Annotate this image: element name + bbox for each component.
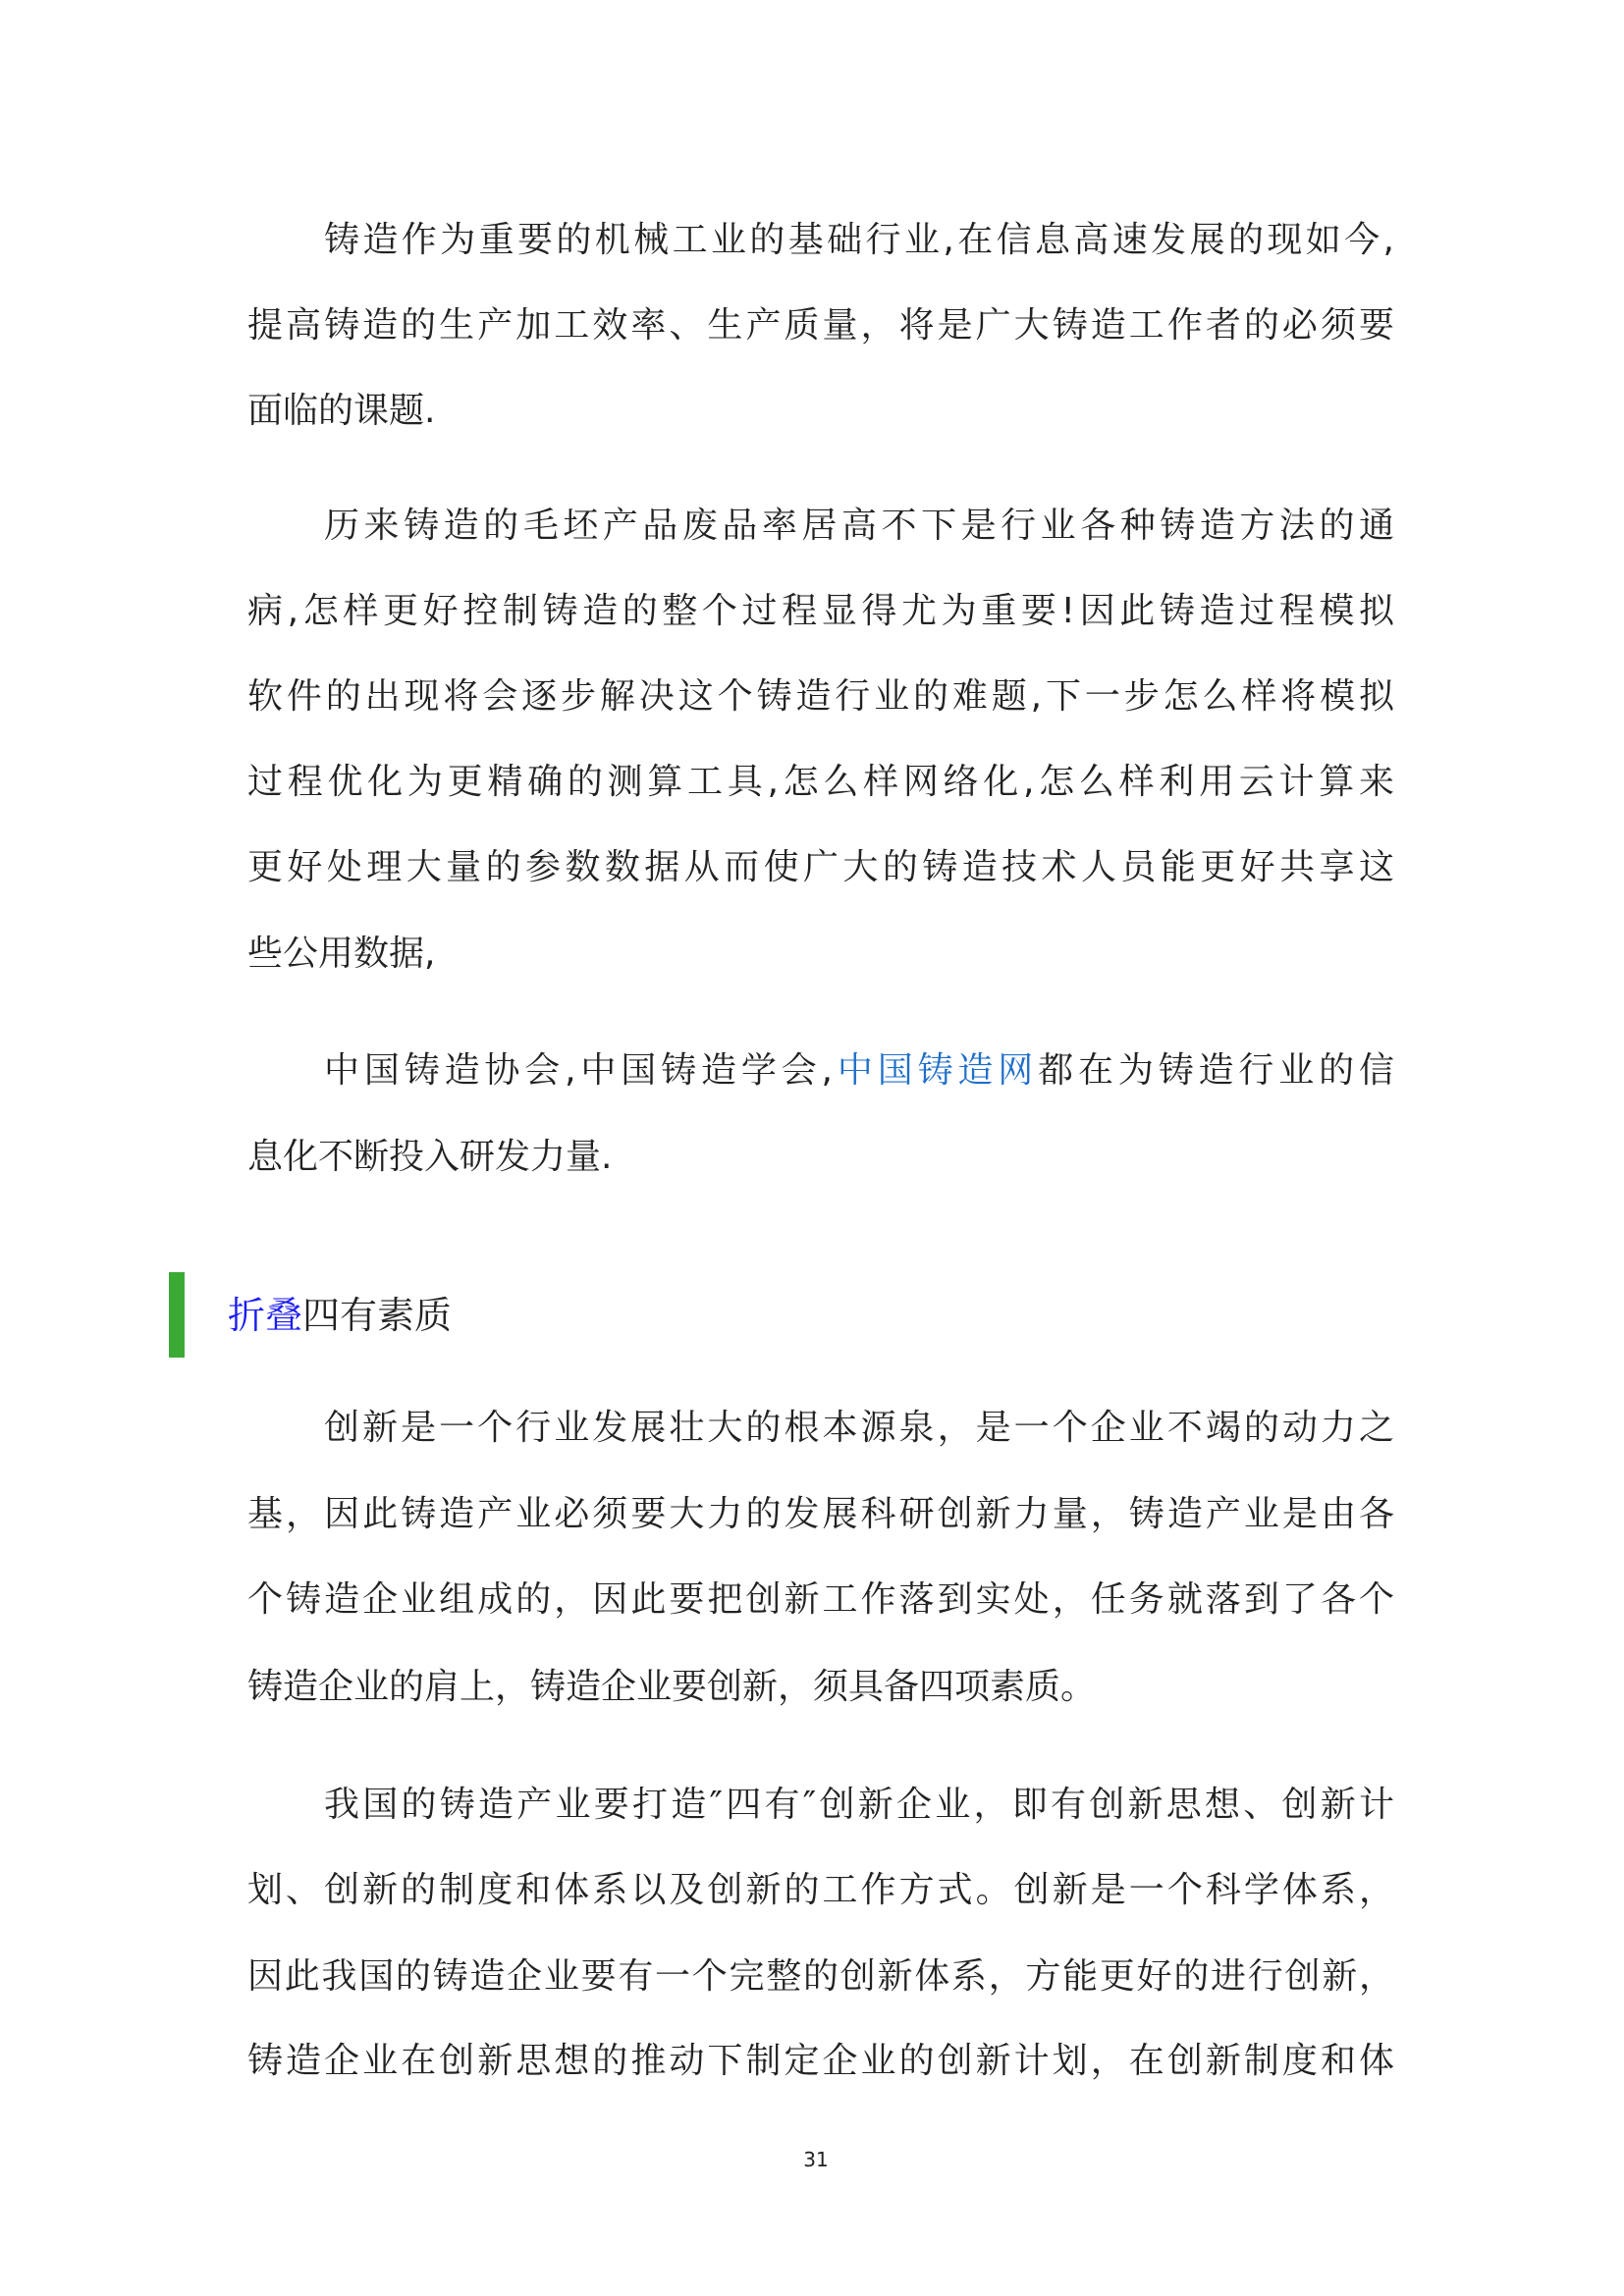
- paragraph-line: 基，因此铸造产业必须要大力的发展科研创新力量，铸造产业是由各: [247, 1494, 1394, 1534]
- paragraph-line: 因此我国的铸造企业要有一个完整的创新体系，方能更好的进行创新，: [247, 1956, 1394, 1997]
- paragraph-line: 息化不断投入研发力量.: [247, 1137, 613, 1177]
- section-heading: [228, 1292, 452, 1339]
- paragraph-line: 病,怎样更好控制铸造的整个过程显得尤为重要!因此铸造过程模拟: [247, 591, 1394, 631]
- paragraph-line: 历来铸造的毛坯产品废品率居高不下是行业各种铸造方法的通: [324, 506, 1394, 546]
- fold-link[interactable]: 折叠: [228, 1294, 303, 1337]
- paragraph-line: 软件的出现将会逐步解决这个铸造行业的难题,下一步怎么样将模拟: [247, 676, 1394, 717]
- paragraph-line: 提高铸造的生产加工效率、生产质量，将是广大铸造工作者的必须要: [247, 305, 1394, 346]
- heading-title: 四有素质: [302, 1294, 453, 1337]
- paragraph-line: 更好处理大量的参数数据从而使广大的铸造技术人员能更好共享这: [247, 847, 1394, 887]
- paragraph-line: 个铸造企业组成的，因此要把创新工作落到实处，任务就落到了各个: [247, 1579, 1394, 1620]
- paragraph-line: 创新是一个行业发展壮大的根本源泉，是一个企业不竭的动力之: [324, 1408, 1394, 1448]
- page-number: 31: [803, 2148, 829, 2171]
- paragraph-line: 划、创新的制度和体系以及创新的工作方式。创新是一个科学体系，: [247, 1870, 1394, 1910]
- paragraph-line: [324, 1047, 1394, 1095]
- heading-accent-bar: [169, 1272, 185, 1358]
- text-segment: 都在为铸造行业的信: [1038, 1050, 1394, 1091]
- china-foundry-link[interactable]: 中国铸造网: [833, 1050, 1039, 1091]
- paragraph-line: 些公用数据,: [247, 934, 436, 974]
- paragraph-line: 铸造作为重要的机械工业的基础行业,在信息高速发展的现如今,: [324, 220, 1394, 260]
- text-segment: 中国铸造协会,中国铸造学会,: [324, 1050, 833, 1091]
- paragraph-line: 面临的课题.: [247, 391, 436, 431]
- paragraph-line: 过程优化为更精确的测算工具,怎么样网络化,怎么样利用云计算来: [247, 762, 1394, 802]
- paragraph-line: 我国的铸造产业要打造″四有″创新企业，即有创新思想、创新计: [324, 1785, 1394, 1825]
- paragraph-line: 铸造企业在创新思想的推动下制定企业的创新计划，在创新制度和体: [247, 2041, 1394, 2081]
- paragraph-line: 铸造企业的肩上，铸造企业要创新，须具备四项素质。: [247, 1667, 1097, 1707]
